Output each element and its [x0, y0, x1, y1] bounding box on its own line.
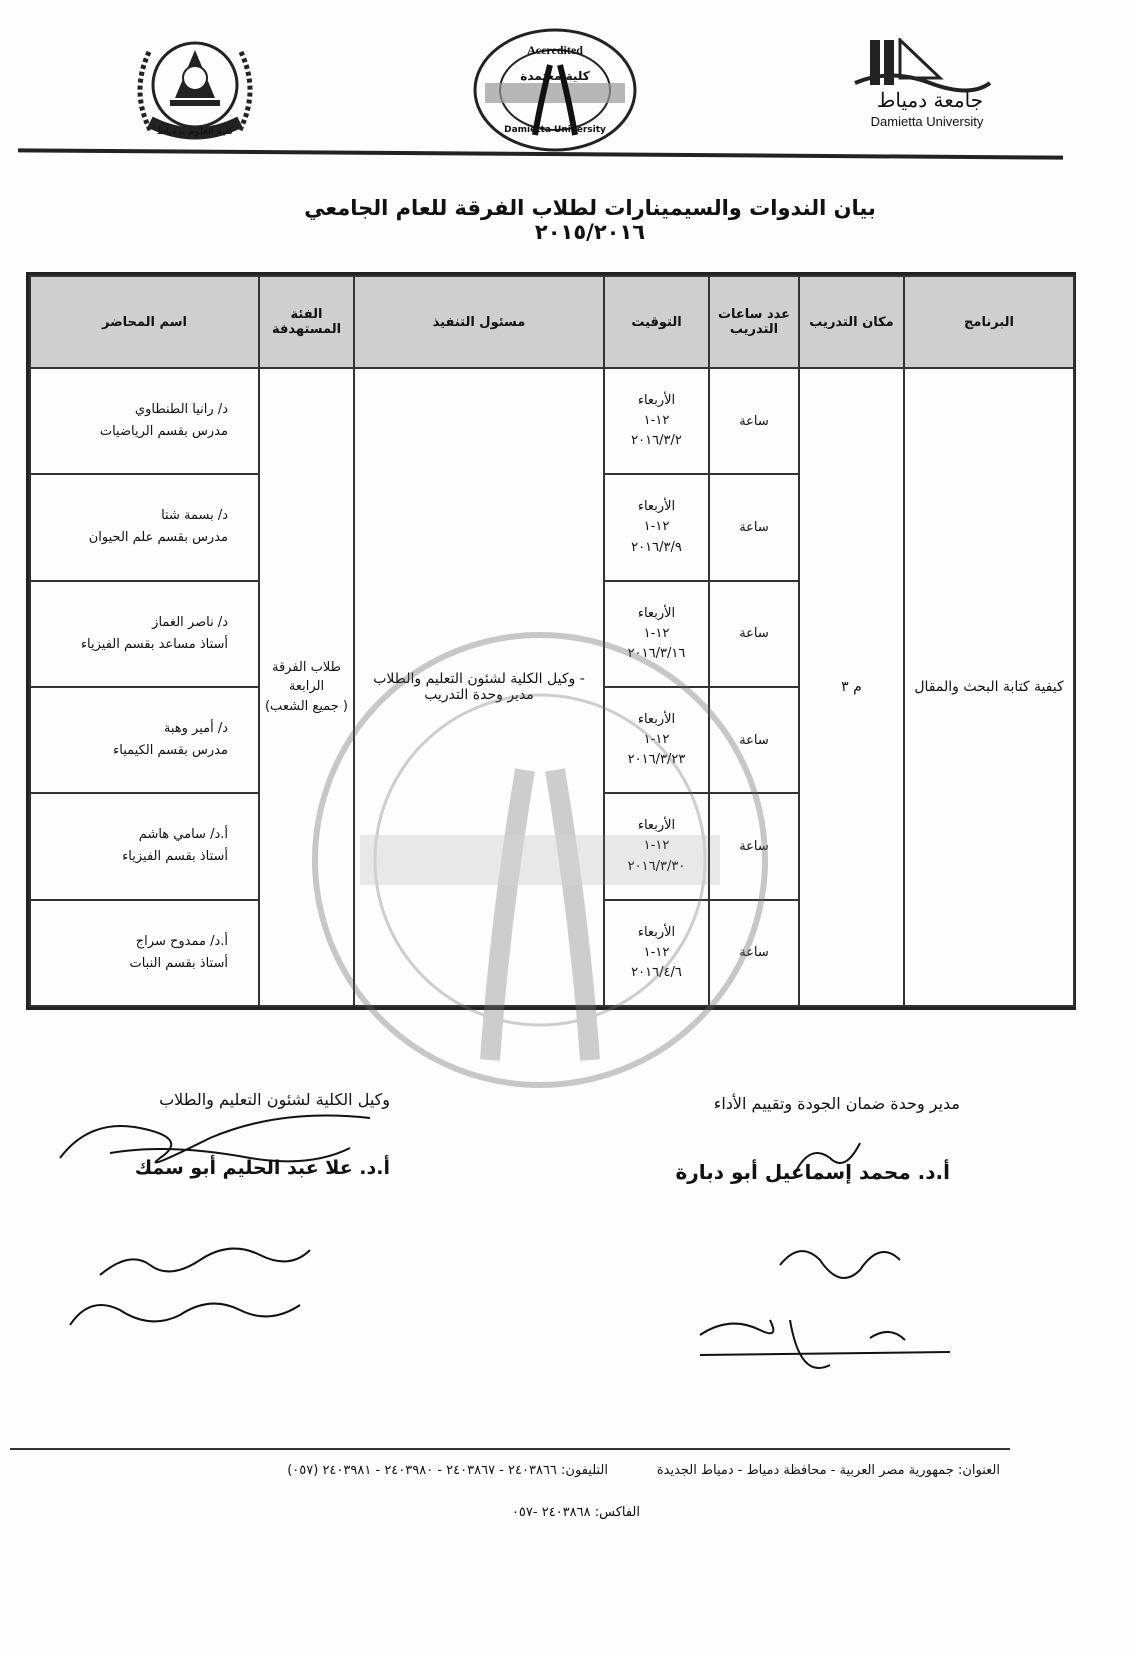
- accreditation-bottom-text: Damietta University: [504, 125, 606, 135]
- accreditation-seal: [470, 25, 640, 155]
- header-timing: التوقيت: [604, 276, 709, 368]
- lecturer-title: أستاذ بقسم الفيزياء: [122, 849, 228, 865]
- lecturer-title: مدرس بقسم علم الحيوان: [88, 530, 228, 546]
- timing-cell: [604, 900, 709, 1006]
- university-name-en: Damietta University: [870, 114, 984, 129]
- timing-date: ٢٠١٦/٣/٢٣: [627, 752, 686, 768]
- lecturer-name: أ.د/ سامي هاشم: [138, 827, 228, 843]
- footer-fax: الفاكس: ٢٤٠٣٨٦٨ -٠٥٧: [511, 1505, 640, 1520]
- header-hours: عدد ساعات التدريب: [709, 276, 799, 368]
- target-cell: [259, 368, 354, 1006]
- timing-cell: [604, 368, 709, 474]
- quality-director-name: أ.د. محمد إسماعيل أبو دبارة: [675, 1160, 950, 1184]
- timing-date: ٢٠١٦/٣/٣٠: [627, 858, 686, 874]
- timing-date: ٢٠١٦/٣/٢: [631, 433, 682, 449]
- header-executor: مسئول التنفيذ: [354, 276, 604, 368]
- target-line: الرابعة: [288, 679, 325, 695]
- lecturer-name: د/ ناصر الغماز: [152, 614, 228, 630]
- damietta-university-logo: [850, 38, 1000, 128]
- place-cell: م ٣: [799, 368, 904, 1006]
- timing-time: ١٢-١: [643, 838, 670, 854]
- faculty-of-science-seal: [120, 20, 270, 150]
- lecturer-title: أستاذ بقسم النبات: [129, 955, 228, 971]
- handwritten-approval-right: [690, 1220, 960, 1400]
- timing-day: الأربعاء: [637, 605, 676, 621]
- timing-date: ٢٠١٦/٣/٩: [631, 539, 682, 555]
- timing-day: الأربعاء: [637, 924, 676, 940]
- lecturer-name: د/ بسمة شتا: [161, 508, 228, 524]
- timing-date: ٢٠١٦/٣/١٦: [627, 645, 686, 661]
- executor-line: مدير وحدة التدريب: [424, 687, 534, 703]
- timing-cell: [604, 581, 709, 687]
- faculty-seal-text: كلية العلوم بدمياط: [156, 126, 234, 137]
- hours-cell: ساعة: [709, 474, 799, 580]
- timing-cell: [604, 687, 709, 793]
- footer-address: العنوان: جمهورية مصر العربية - محافظة دمياط - دمياط الجديدة: [656, 1463, 1000, 1478]
- table-header-row: [30, 276, 1074, 368]
- accredited-label-en: Accredited: [527, 43, 583, 57]
- timing-time: ١٢-١: [643, 625, 670, 641]
- vice-dean-name: أ.د. علا عبد الحليم أبو سمك: [134, 1157, 390, 1179]
- hours-cell: ساعة: [709, 793, 799, 899]
- program-cell: كيفية كتابة البحث والمقال: [904, 368, 1074, 1006]
- university-name-ar: جامعة دمياط: [876, 88, 984, 112]
- lecturer-name: د/ أمير وهبة: [163, 721, 228, 737]
- lecturer-cell: [30, 793, 259, 899]
- lecturer-cell: [30, 581, 259, 687]
- hours-cell: ساعة: [709, 900, 799, 1006]
- target-line: ( جميع الشعب): [264, 698, 348, 714]
- timing-cell: [604, 793, 709, 899]
- timing-time: ١٢-١: [643, 732, 670, 748]
- hours-cell: ساعة: [709, 581, 799, 687]
- timing-time: ١٢-١: [643, 944, 670, 960]
- executor-cell: [354, 368, 604, 1006]
- footer-divider: [10, 1448, 1010, 1450]
- vice-dean-role: وكيل الكلية لشئون التعليم والطلاب: [159, 1090, 390, 1109]
- timing-day: الأربعاء: [637, 499, 676, 515]
- footer-phone: التليفون: ٢٤٠٣٨٦٦ - ٢٤٠٣٨٦٧ - ٢٤٠٣٩٨٠ - ٢٤٠٣٩٨١ (٠٥٧): [287, 1463, 608, 1478]
- timing-date: ٢٠١٦/٤/٦: [631, 964, 682, 980]
- hours-cell: ساعة: [709, 687, 799, 793]
- seminars-table: [26, 272, 1076, 1010]
- target-line: طلاب الفرقة: [272, 659, 341, 675]
- lecturer-title: مدرس بقسم الرياضيات: [99, 424, 228, 440]
- lecturer-title: أستاذ مساعد بقسم الفيزياء: [80, 636, 228, 652]
- handwritten-note-left: [60, 1230, 350, 1360]
- timing-time: ١٢-١: [643, 413, 670, 429]
- hours-cell: ساعة: [709, 368, 799, 474]
- lecturer-name: أ.د/ ممدوح سراج: [135, 933, 228, 949]
- timing-day: الأربعاء: [637, 818, 676, 834]
- timing-day: الأربعاء: [637, 392, 676, 408]
- table-row: [30, 368, 1074, 474]
- lecturer-cell: [30, 474, 259, 580]
- lecturer-cell: [30, 368, 259, 474]
- header-target: الفئة المستهدفة: [259, 276, 354, 368]
- quality-director-role: مدير وحدة ضمان الجودة وتقييم الأداء: [713, 1094, 960, 1113]
- executor-line: - وكيل الكلية لشئون التعليم والطلاب: [373, 671, 585, 687]
- timing-time: ١٢-١: [643, 519, 670, 535]
- accredited-label-ar: كلية معتمدة: [520, 69, 590, 83]
- header-lecturer: اسم المحاضر: [30, 276, 259, 368]
- page-title: بيان الندوات والسيمينارات لطلاب الفرقة للعام الجامعي ٢٠١٥/٢٠١٦: [304, 196, 876, 244]
- header-place: مكان التدريب: [799, 276, 904, 368]
- timing-cell: [604, 474, 709, 580]
- timing-day: الأربعاء: [637, 711, 676, 727]
- lecturer-title: مدرس بقسم الكيمياء: [113, 743, 228, 759]
- lecturer-cell: [30, 687, 259, 793]
- header-program: البرنامج: [904, 276, 1074, 368]
- lecturer-cell: [30, 900, 259, 1006]
- lecturer-name: د/ رانيا الطنطاوي: [134, 402, 228, 418]
